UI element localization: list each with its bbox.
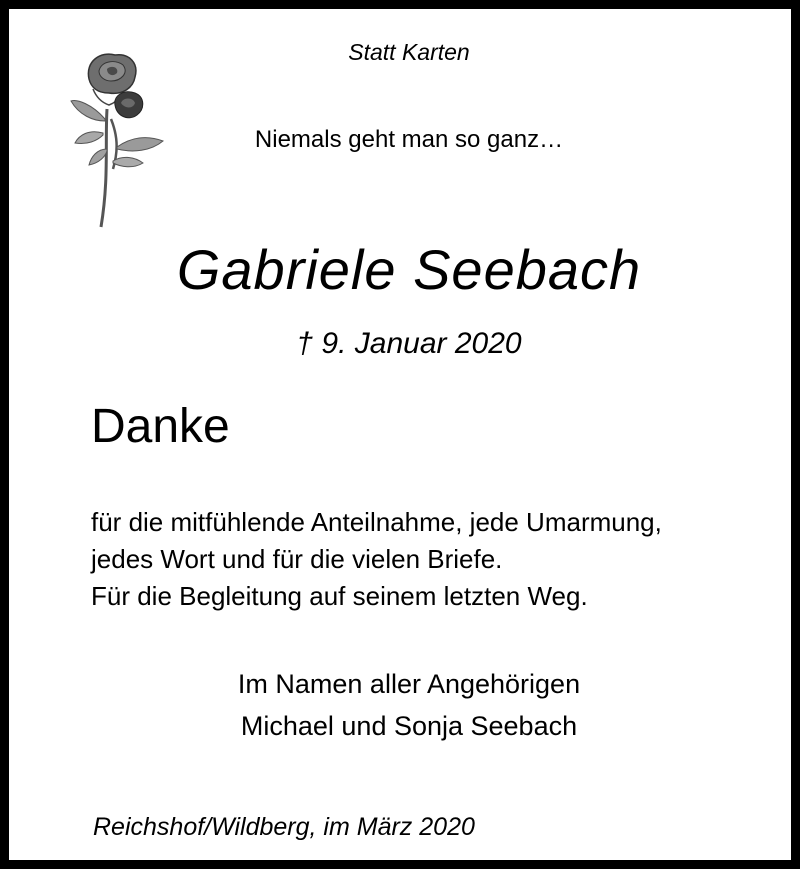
thanks-heading: Danke [91, 400, 230, 453]
body-line: für die mitfühlende Anteilnahme, jede Umarmung, [91, 507, 662, 537]
deceased-name: Gabriele Seebach [176, 238, 642, 301]
notice-header: Statt Karten [348, 39, 470, 65]
place-date: Reichshof/Wildberg, im März 2020 [93, 813, 475, 841]
signature-line: Im Namen aller Angehörigen [237, 669, 581, 699]
death-date: † 9. Januar 2020 [296, 327, 522, 360]
signature-line: Michael und Sonja Seebach [240, 711, 578, 741]
body-line: Für die Begleitung auf seinem letzten Weg. [91, 581, 588, 611]
body-line: jedes Wort und für die vielen Briefe. [91, 544, 503, 574]
motto: Niemals geht man so ganz… [254, 126, 564, 153]
